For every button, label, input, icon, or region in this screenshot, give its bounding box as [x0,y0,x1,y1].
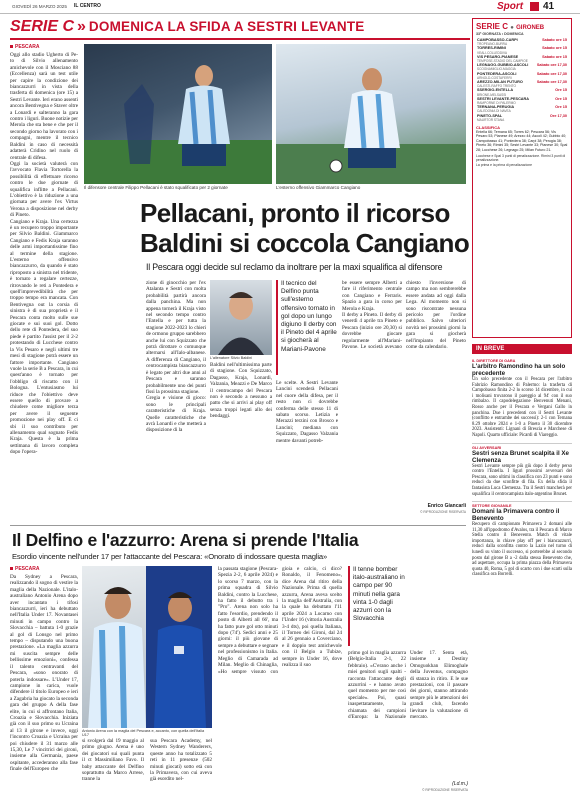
photo-baldini [210,280,272,355]
standings-match: LEGNAGO-GUBBIO-ASCOLI [477,63,529,68]
standings-match: SESTRI LEVANTE-PESCARA [477,96,530,101]
article-divider [10,525,466,526]
standings-match: CALEDONIA DI NAVEA [477,109,511,114]
location-marker-icon [10,45,13,48]
standings-time [534,118,568,122]
photo1-caption: Il difensore centrale Filippo Pellacani è stato squalificato per 2 giornate [84,185,228,190]
standings-time: Ore 15 [555,105,567,110]
player-photo-icon [84,44,272,184]
photo-arena-caption: Antonio Arena con la maglia del Pescara e, accanto, con quella dell'Italia U17 [82,729,205,737]
article1-subhead: Il Pescara oggi decide sul reclamo da inoltrare per la maxi squalifica al difensore [146,262,443,272]
article2-headline: Il Delfino e l'azzurro: Arena si prende l'Italia [12,530,359,550]
photo2-caption: L'esterno offensivo Giammarco Cangiano [276,185,361,190]
headline-line2: Baldini si coccola Cangiano [140,228,470,258]
article1-col2-p1: zione di ginocchio per l'ex Atalanta e Sestri con molta probabilità partirà ancora dalla panchina. Ma non appena tornerà il Kraja visto nel secondo tempo contro l'Entella e per tutta la stagione 2022-2023 lo chieri de ormono gruppo sarebbero anche lui con Squizzato che potrà dirottare o comunque alternarsi all'Ialo-albanese. A differenza di Cangiano, il centrocampista biancazzurro è legato per altri due anni al Pescara e saranno probabilmente uno dei punti fissi la prossima stagione. [146,280,206,395]
article1-col3-p1: Baldini nell'ultimissima parte di stagione. Con Squizzato, Dagasso, Kraja, Lonardi, Valzania, Meazzi e De Marco il centrocampo del Pescara non è secondo a nessuno a patto che si arrivi ai play off senza troppi legati allo dei bendaggi. [210,362,272,420]
article1-author-note: © RIPRODUZIONE RISERVATA [420,510,466,514]
article1-col1-p3: Cangiano e Kraja. Una certezza è un recupero troppo importante per Silvio Baldini. Giammarco Cangiano e Fedis Kraja saranno delle armi importantissime fino al termine della stagione. L'esterno offensivo biancazzurro, da quando è stato riproposto a sinistra nel tridente, è tornato a regalare certezze, ritrovando le reti a Pontedera e quell'imprevedibilità che per troppo tempo era mancata. Con Bentivegna out la corsia di sinistra è di sua proprietà e il Pescara conta molto sulle sue giocate e sui suoi gol. Dotto dello rete di Pontedera, del suo piede è partito l'assist per il 2-2 protestando di Lucchese contro la Vis Pesaro e negli ultimi tre mesi di stagione potrà essere un fattore importante. Cangiano vuole la serie B a Pescara, in cui quest'anno è tornato per l'obbligo di riscatto con il Bologna. L'entusiasmo lui riduce che l'obiettivo deve essere quello di provare a chiudere come migliore terza per avere il seguente promozione nei play off. E ci sbi il suo contributo per allenamento qual sognato Fedis Kraja. Questa è la prima settimana di lavoro completa dopo l'opera- [10,218,78,456]
standings-time: Ore 17,30 [549,113,567,118]
photo-arena [82,566,212,728]
standings-match: RAMPORNE DI PALERMO [477,101,516,106]
quote-photo-caption: L'allenatore Silvio Baldini [210,356,253,360]
article2-subhead: Esordio vincente nell'under 17 per l'attaccante del Pescara: «Onorato di indossare questa maglia» [12,552,328,561]
article1-col5-p1: be essere sempre Alberti a fare il riferimento centrale con Cangiano e Ferraris. Spazio a gara in corso per Merola e Kraja. [342,280,402,312]
article1-col1 [10,44,78,514]
article2-quote-text: Il tenne bomber italo-australiano in campo per 90 minuti nella gara vinta 1-0 dagli azzurri con la Slovacchia [353,566,405,623]
article1-col2 [146,280,206,515]
article1-headline [140,198,480,258]
standings-match: PINETO-SPAL [477,113,503,118]
brevi-item-title: Domani la Primavera contro il Benevento [472,508,560,523]
standings-match: ARNOLD-COSTAFERRI [477,75,512,80]
standings-match: MAURTOR STANA [477,117,505,122]
standings-table [476,38,568,122]
brevi-item-text: Recupero di campionato Primavera 2 domani alle 11,30 all'ippodromo d'Avalos, tra il Pescara di Marco Stella contro il Benevento. Match di vitale importanza, in chiave play off per i biancazzurri, reduci dalla sconfitta contro la Lazio nel turno di lunedì su vinto il successo, si porterebbe al secondo posto dal girone B a -2 dalla stessa Benevento che, ad aspettare, occupa la prima piazza della Primavera quota 40, Roma, 5 gol di scarto con i due scarti sulla classifica ora Borrelli. [472,522,572,578]
standings-match: AREZZO-MILAN FUTURO [477,80,523,85]
player-photo-icon [82,566,212,728]
standings-match: VEALI-COLLEDDIVA [477,50,508,55]
article1-col4 [276,380,338,515]
brevi-label: IN BREVE [472,344,572,354]
header-page-number: 41 [543,1,555,12]
standings-match: PONTEDERA-ASCOLI [477,71,517,76]
coach-photo-icon [210,280,272,355]
brevi-item-tag: GLI AVVERSARI [472,445,502,450]
standings-time: Ore 15 [555,88,567,93]
standings-row [476,118,568,122]
kicker-arrows: » [77,18,86,35]
standings-match: TEMPOSE-STADIO DEL CAMPIOE [477,59,528,64]
standings-time: Sabato ore 17,30 [536,71,567,76]
article2-col5: primo gol in maglia azzurra (Belgio-Italia 2-1, 22 febbraio). «C'erano anche i miei genitori sugli spalti - racconta l'attaccante degli azzurrini - e hanno avuto quel momento per me così speciale». Poi, quasi inaspettatamente, la chiamata dei campioni d'Europa: la Nazionale Under 17. Senta età, insieme a Destiny Omoguokhan Elimoghale della Juventus, compagno di stanza in ritiro. E le sue prestazioni, con il passare dei giorni, stanno attirando sempre più le attenzioni dei grandi club, facendo lievitare la valutazione di mercato. [348,650,468,721]
standings-title-c: B [539,25,545,31]
standings-match: TORRES-RIMINI [477,46,506,51]
standings-dot-icon: ● [510,25,514,31]
brevi-item-title: L'arbitro Ramondino ha un solo precedente [472,363,566,377]
classifica-label: CLASSIFICA [476,125,500,131]
standings-time: Sabato ore 15 [542,54,567,59]
brevi-sidebar [472,344,572,794]
article2-location: PESCARA [15,566,40,572]
header-date: GIOVEDÌ 26 MARZO 2025 [12,4,67,9]
standings-time: Sabato ore 17,30 [536,63,567,68]
standings-match: TERNANA-PERUGIA [477,105,515,110]
standings-match: CAMPOBASSO-CARPI [477,38,518,42]
standings-match: VIS PESARO-PIANESE [477,54,519,59]
article2-quote [348,566,410,646]
article1-col4-p1: Le scelte. A Sestri Levante Lancini scenderà Pellacani nel cuore della difesa, per il resto non ci dovrebbe conferma delle stesso 11 di sabato scorso. Letizia e Merazzi terzini con Brosco e Lancini; mediana con Squizzato, Dagasso Valzania mentre davanti potreb- [276,380,338,444]
quote-text: Il tecnico del Delfino punta sull'esterno offensivo tornato in gol dopo un lungo digiuno Il derby con il Pineto del 4 aprile si giocherà al Mariani-Pavone [281,280,337,353]
standings-subtitle: 33ª GIORNATA • DOMENICA [476,32,524,36]
standings-title-a: SERIE C [476,22,509,31]
brevi-item-title: Sestri senza Brunet scalpita il Xe Clemenza [472,449,569,464]
article1-col5-p2: Il derby a Pineto. Il derby di venerdì 4 aprile tra Pineto e Pescara (inizio ore 20,30) si dovrebbe giocare regolarmente all'Mariani-Pavone. Le società avevano chiesto l'inversione di campo ma non sembrerebbe essere andata ad oggi dalla Lega. Al momento non si sono riscontrate nessuna pericolo per l'ordine pubblico. Salvo ulteriori novità nei prossimi giorni la gara si giocherà nell'impianto del Pineto come da calendario. [342,280,466,351]
standings-time: Sabato ore 15 [542,38,567,42]
brevi-item-tag: IL DIRETTORE DI GARA [472,359,516,363]
brevi-item [472,359,572,439]
kicker-league: SERIE C [10,18,75,35]
kicker-title: DOMENICA LA SFIDA A SESTRI LEVANTE [88,19,365,34]
header-paper: IL CENTRO [74,3,101,9]
classifica-note2: La prima e la prima di penalizzazione [476,162,532,167]
brevi-item-tag: SETTORE GIOVANILE [472,504,512,509]
classifica-note: Lucchese e Spal 3 punti di penalizzazione. Rimini 3 punti di penalizzazione. [476,154,566,163]
article2-col3: sua Pescara Academy, nel Western Sydney Wanderers, queste anno ha totalizzato 5 reti in 11 presenze (502 minuti giocati) sotto età con la Primavera, con cui aveva già esordito nel- [150,738,212,783]
standings-time: Sabato ore 17,30 [536,80,567,85]
photo-pellacani [84,44,272,184]
standings-match: TROPEANO-BURRA [477,42,508,47]
brevi-item-text: Un solo precedente con il Pescara per l'arbitro Fabrizio Ramondino di Palermo: la trasferta di Campobasso finita 2-2 lo scorso 14 dicembre, in cui i molisani trovarono il pareggio al 94' con il suo rimbalzo. Il capodelegazione Benvenuti Menani, Rosso anche per il Pescara e Vergani Gallo in panchina. Due i precedenti con il Sestri Levante (conflitto e entrambe dei successi): 2-1 con Ternana 8.29 ottobre 2024 e 1-0 a Pineto il 30 dicembre 2023. Assistenti: Lignani di Brescia e Marchese di Napoli. Quarto ufficiale: Picardi di Viareggio. [472,377,572,438]
article1-col1-p1: Oggi allo stadio Ugherto di Pe-to di Silvio allenamento amichevole con il Mosciano 88 (Eccellenza) sarà un test utile per capire la condizione dei biancazzurri in vista della trasferta di domenica (ore 15) a Sestri Levante. Ieri erano assenti ancora Bentivegna e Staver oltre a Lonardi e salteranno la gara contro i liguri. Buone notizie per Merola che sta bene e che per il secondo giorno ha lavorato con i compagni, mentre il tecnico Baldini in caso di necessità adatterà Cridino nel ruolo di centrale di difesa. [10,52,78,161]
header-section-marker-icon [530,2,539,11]
location-marker-icon [10,567,13,570]
article1-col2-p2: Gregia e visione di gioco: sono le principali caratteristiche di Kraja. Quelle caratteristiche che avrà Lonardi e che metterà a disposizione di la [146,395,206,434]
article1-col5 [342,280,466,500]
standings-match: CALESTI-RAFFO TRENTO [477,84,517,89]
headline-line1: Pellacani, pronto il ricorso [140,198,450,228]
standings-box [472,18,572,338]
article1-quote [276,280,338,375]
photo-cangiano [276,44,466,184]
standings-time: Ore 15 [555,96,567,101]
standings-match: SCOGNAMIGLIO-MAGGIA [477,67,516,72]
brevi-item [472,501,572,578]
header-section: Sport [497,1,524,12]
page-header [0,0,580,14]
standings-match: SSERGIO-ENTELLA [477,88,514,93]
classifica-text: Entella 66; Ternana 65; Torres 62; Pescara 56; Vis Pesaro 53; Pianese 49; Arezzo 44; Ascoli 42; Gubbio 40; Campobasso 41; Pontedera 38; Carpi 38; Perugia 38; Pineto 36; Rimini 35; Sestri Levante 33; Pianese 30; Spal 28; Lucchese 26; Legnago 25; Milan Futuro 21. [476,130,568,152]
brevi-item [472,443,572,498]
article2-col2: si svolgerà dal 19 maggio al primo giugno. Arena è uno dei giocatori sui quali punta il ct Massimiliano Favo. Il baby attaccante del Delfino soprattutto da Marco Arrese, tranne la [82,738,144,783]
article2-author: (Ld.m.) [452,781,468,787]
article2-author-note: © RIPRODUZIONE RISERVATA [422,788,468,792]
standings-title-b: GIRONE [516,25,540,31]
kicker [10,18,470,40]
standings-match: BRIONE-MELSASSI [477,92,507,97]
player-photo-icon [276,44,466,184]
article1-author: Enrico Giancarli [427,503,466,509]
standings-time: Sabato ore 15 [542,46,567,51]
article1-col3 [210,362,272,512]
article2-col1 [10,566,78,794]
article1-col1-p2: Oggi la società valuterà con l'avvocato Flavia Tortorella la possibilità di effettuare ricorso contro le due giornate di squalifica inflitte a Pellacani. L'obiettivo è la riduzione a una giornata per avere l'ex Virtus Verona a disposizione nel derby di Pineto. [10,160,78,219]
brevi-item-text: Sestri Levante sempre più giù dopo il derby perso contro l'Entella. I liguri prossimi avversari del Pescara, sono ultimi in classifica con 23 punti e sono reduci da due sconfitte di fila. Ex della sfida il fantasista Luca Clemenza. Tra il Sestri mancherà per squalifica il centrocampista italo-argentino Brunet. [472,463,572,497]
article2-col1-text: Da Sydney a Pescara, realizzando il sogno di vestire la maglia della Nazionale. L'italo-australiano Antonio Arena dopo aver incantato i tifosi biancazzurri, ieri ha debuttato nell'Italia Under 17. Novantasei minuti in campo contro la Slovacchia – battuta 1-0 grazie al gol di Lonsgo nel primo tempo – disputando una buona prestazione. «La maglia azzurra mi suscita sempre delle bellissime emozioni», confessa il talento centravanti del Pescara, «sono onorato di poterla indossare». L'Under 17, campione in carica, vuole difendere il titolo Europeo e ieri a Zagabria ha giocato la seconda gara del gruppo A della fase elite, in cui si affrontano Italia, Croazia e Slovacchia. Iniziata già con il suo primo su Ucraina al 13 il girone e invece, oggi l'incontro Croazia e Ucraina per poi chiudere il 31 marzo alle 15,30, Le 7 vincitrici dei gironi, insieme alla Germania, paese ospitante, accederanno alla fase finale dell'Europeo che [10,574,78,773]
article1-location: PESCARA [15,44,40,50]
article2-col4: la passata stagione (Pescara-Spezia 2-2, 6 aprile 2024) e lo scorso 7 marzo, con la prima squadra di Silvio Baldini, contro la Lucchese, ha fatto il debutto tra i "Pro". Arena non solo ha fatto l'esordio, prendendo il posto di Alberti all 66', ma ha fatto pure gol otto minuti dopo (74'). Sedici anni e 25 giorni: il più giovane di sempre a debuttare e segnare nel professionismo in Italia. Meglio di Camarada ad Milan. Meglio di Chinaglia, «Ho sempre vissuto con gioia e calcio, ci dico? Ronaldo, il Fenomeno», dice Arena dal ritiro della Nazionale. Prima di quella azzurra, Arena aveva scelto la maglia dell'Australia, con la quale ha debuttato l'11 aprile 2024 a Locarno con l'Under 16 (vittoria Australia 3-4 dts), poi quella Italiana, il Torneo dei Gironi, dal 24 al 26 gennaio a Coverciano, e il doppio test amichevole con il Belgio a Tubize, sempre in Under 16, dove realizza il suo [218,566,342,675]
